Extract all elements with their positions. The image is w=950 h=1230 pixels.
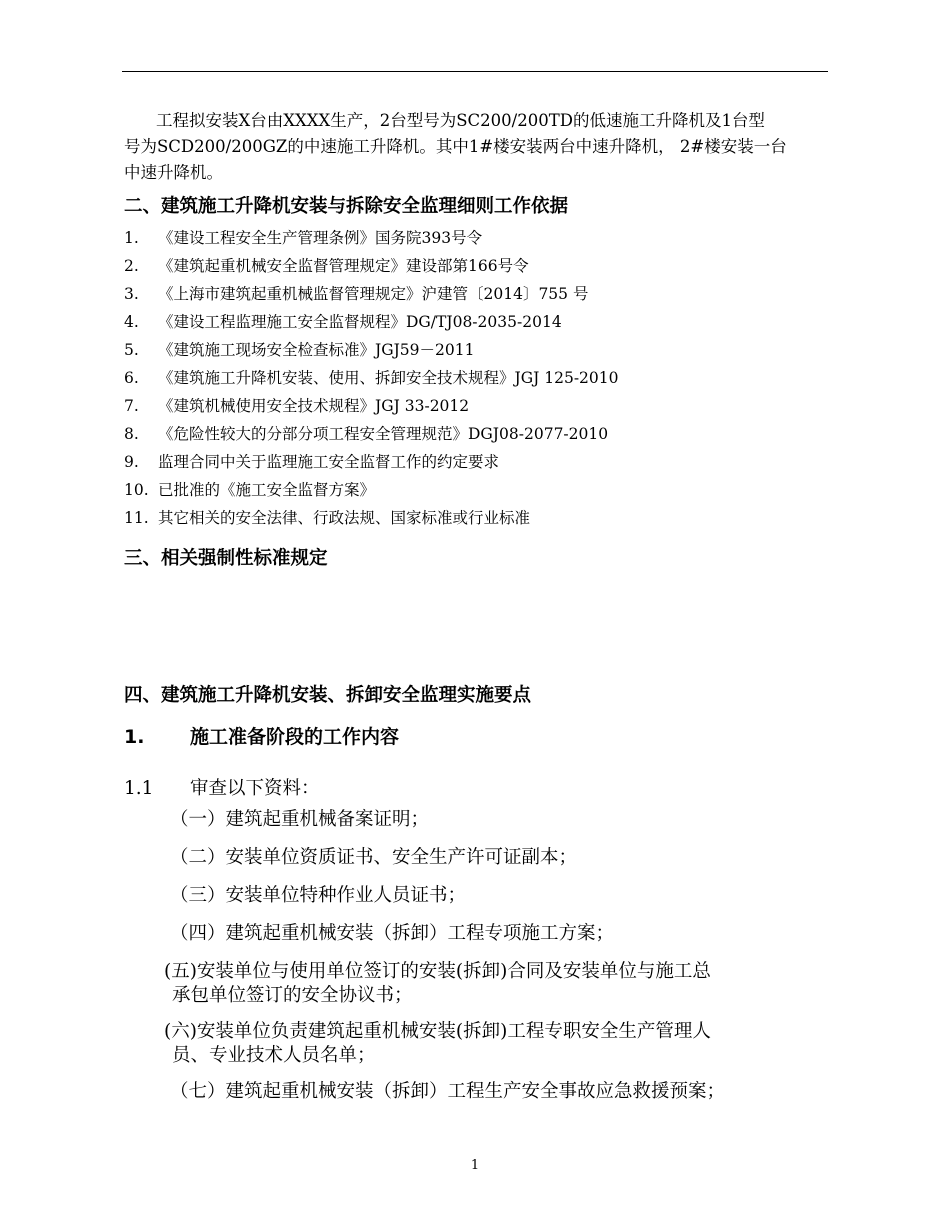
basis-item-text: 《建筑机械使用安全技术规程》JGJ 33-2012 xyxy=(158,397,470,415)
document-item: （一）建筑起重机械备案证明； xyxy=(170,809,430,830)
basis-item xyxy=(124,504,834,532)
basis-item-number: 1. xyxy=(124,229,139,247)
basis-item-text: 《建筑施工现场安全检查标准》JGJ59－2011 xyxy=(158,341,475,359)
basis-item-number: 2. xyxy=(124,257,139,275)
basis-item-text: 《危险性较大的分部分项工程安全管理规范》DGJ08-2077-2010 xyxy=(158,425,609,443)
basis-item-number: 3. xyxy=(124,285,139,303)
basis-item-number: 10. xyxy=(124,481,149,499)
subsection-1-1-number: 1.1 xyxy=(124,778,154,799)
basis-item xyxy=(124,420,834,448)
basis-item xyxy=(124,336,834,364)
basis-item-number: 9. xyxy=(124,453,139,471)
document-item xyxy=(164,1020,830,1068)
basis-item xyxy=(124,280,834,308)
basis-item-number: 4. xyxy=(124,313,139,331)
basis-item xyxy=(124,448,834,476)
subsection-1-1-title: 审查以下资料： xyxy=(190,778,320,799)
header-rule xyxy=(122,71,828,72)
basis-item-number: 6. xyxy=(124,369,139,387)
basis-item xyxy=(124,252,834,280)
section-4-heading: 四、建筑施工升降机安装、拆卸安全监理实施要点 xyxy=(124,685,532,706)
basis-item-text: 《建设工程监理施工安全监督规程》DG/TJ08-2035-2014 xyxy=(158,313,562,331)
section-2-heading: 二、建筑施工升降机安装与拆除安全监理细则工作依据 xyxy=(124,196,569,217)
basis-item-number: 5. xyxy=(124,341,139,359)
basis-item-number: 11. xyxy=(124,509,149,527)
document-item: （四）建筑起重机械安装（拆卸）工程专项施工方案； xyxy=(170,923,615,944)
intro-line-1: 工程拟安装X台由XXXX生产，2台型号为SC200/200TD的低速施工升降机及1台型 xyxy=(156,111,765,130)
document-item: （三）安装单位特种作业人员证书； xyxy=(170,885,467,906)
document-item: （二）安装单位资质证书、安全生产许可证副本； xyxy=(170,847,578,868)
document-item-continuation: 承包单位签订的安全协议书； xyxy=(172,985,413,1006)
basis-item-text: 监理合同中关于监理施工安全监督工作的约定要求 xyxy=(158,453,500,471)
subsection-1-number: 1. xyxy=(124,726,145,748)
document-item xyxy=(164,960,830,1008)
subsection-1-heading xyxy=(124,722,399,749)
basis-item-number: 7. xyxy=(124,397,139,415)
document-item: （七）建筑起重机械安装（拆卸）工程生产安全事故应急救援预案； xyxy=(170,1081,726,1102)
basis-item-text: 《建筑施工升降机安装、使用、拆卸安全技术规程》JGJ 125-2010 xyxy=(158,369,619,387)
basis-item xyxy=(124,392,834,420)
basis-item-text: 《建设工程安全生产管理条例》国务院393号令 xyxy=(158,229,483,247)
intro-line-3: 中速升降机。 xyxy=(124,163,223,182)
review-documents-list xyxy=(164,808,830,1118)
basis-item xyxy=(124,476,834,504)
basis-item xyxy=(124,308,834,336)
document-item-continuation: 员、专业技术人员名单； xyxy=(172,1045,376,1066)
intro-line-2: 号为SCD200/200GZ的中速施工升降机。其中1#楼安装两台中速升降机， 2#楼安装一台 xyxy=(124,137,787,156)
document-item-line: (五)安装单位与使用单位签订的安装(拆卸)合同及安装单位与施工总 xyxy=(164,961,711,982)
basis-item-number: 8. xyxy=(124,425,139,443)
basis-item-text: 《建筑起重机械安全监督管理规定》建设部第166号令 xyxy=(158,257,529,275)
basis-item xyxy=(124,364,834,392)
page-number: 1 xyxy=(470,1158,480,1173)
basis-item xyxy=(124,224,834,252)
document-item-line: (六)安装单位负责建筑起重机械安装(拆卸)工程专职安全生产管理人 xyxy=(164,1021,711,1042)
basis-list xyxy=(124,224,834,532)
section-3-heading: 三、相关强制性标准规定 xyxy=(124,548,328,569)
intro-paragraph xyxy=(124,108,830,186)
basis-item-text: 《上海市建筑起重机械监督管理规定》沪建管〔2014〕755 号 xyxy=(158,285,589,303)
subsection-1-title: 施工准备阶段的工作内容 xyxy=(190,726,400,748)
subsection-1-1-heading xyxy=(124,774,320,800)
basis-item-text: 已批准的《施工安全监督方案》 xyxy=(158,481,376,499)
basis-item-text: 其它相关的安全法律、行政法规、国家标准或行业标准 xyxy=(158,509,531,527)
